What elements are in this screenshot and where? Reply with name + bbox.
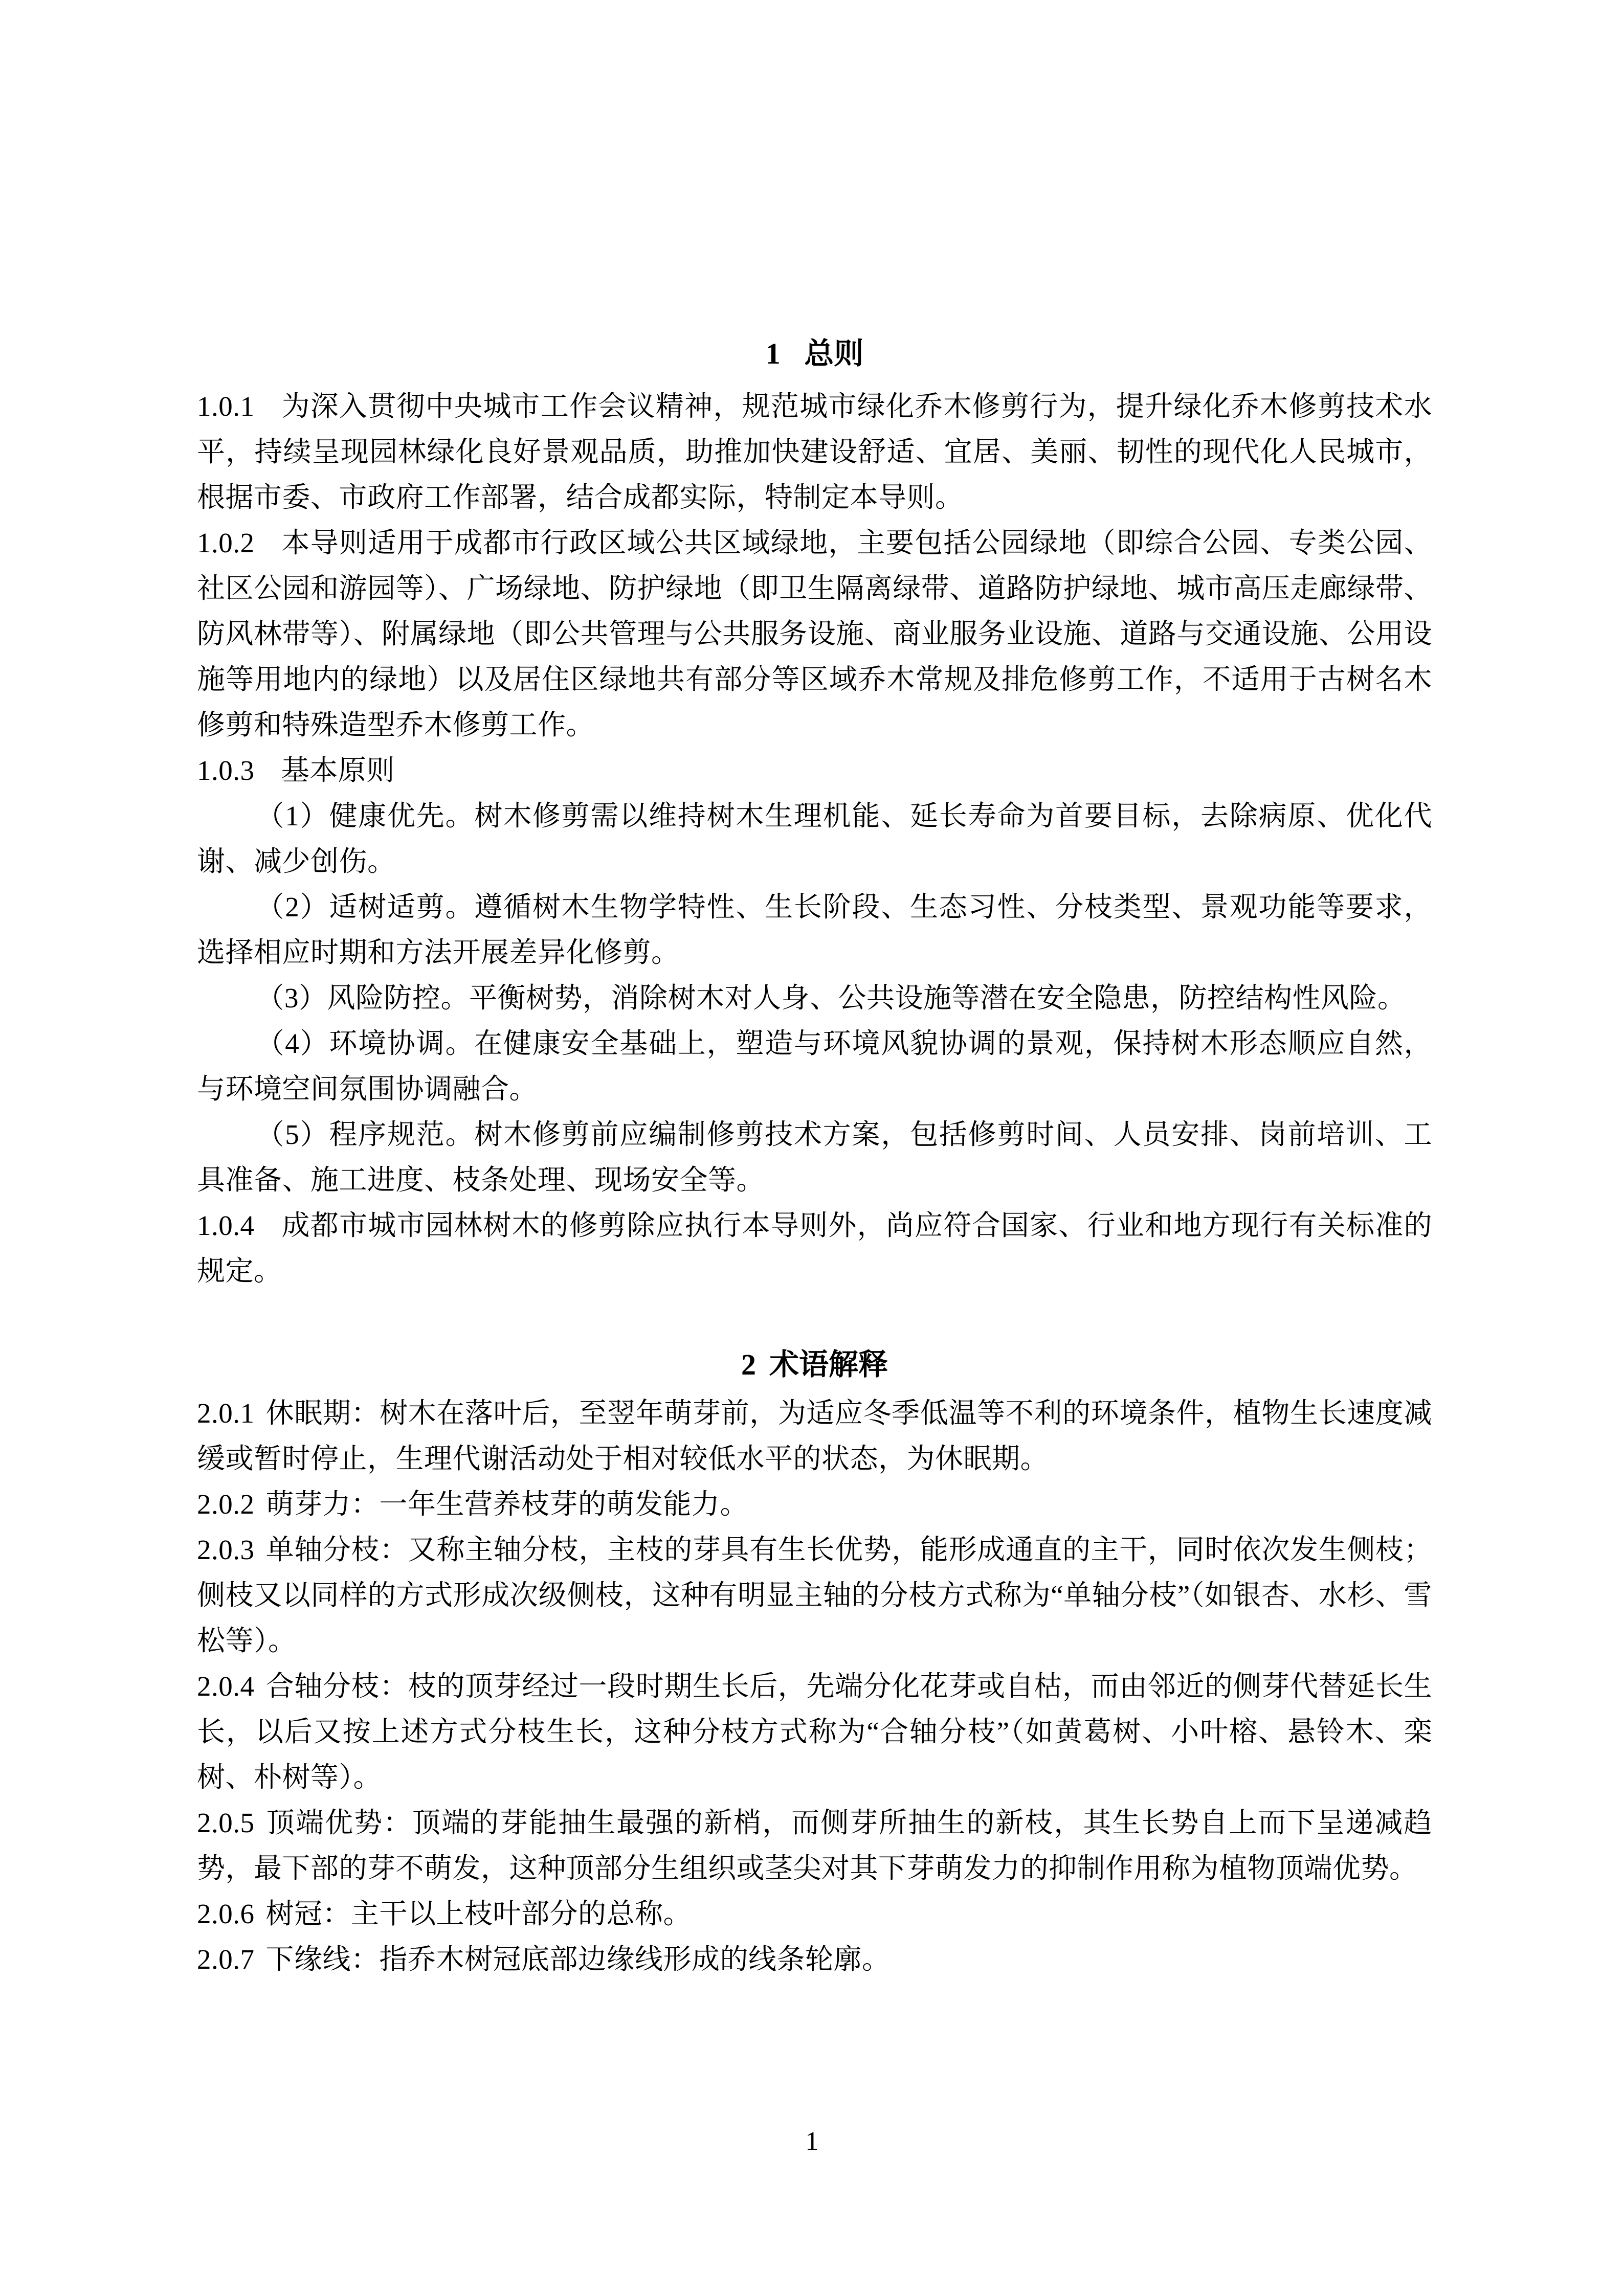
section-1-heading: [197, 328, 1432, 379]
clause-text: 本导则适用于成都市行政区域公共区域绿地，主要包括公园绿地（即综合公园、专类公园、社区公园和游园等）、广场绿地、防护绿地（即卫生隔离绿带、道路防护绿地、城市高压走廊绿带、防风林带等）、附属绿地（即公共管理与公共服务设施、商业服务业设施、道路与交通设施、公用设施等用地内的绿地）以及居住区绿地共有部分等区域乔木常规及排危修剪工作，不适用于古树名木修剪和特殊造型乔木修剪工作。: [197, 527, 1432, 740]
clause-text: 单轴分枝：又称主轴分枝，主枝的芽具有生长优势，能形成通直的主干，同时依次发生侧枝；侧枝又以同样的方式形成次级侧枝，这种有明显主轴的分枝方式称为“单轴分枝”（如银杏、水杉、雪松等）。: [197, 1534, 1432, 1656]
page-number: 1: [805, 2127, 819, 2156]
clause-text: 成都市城市园林树木的修剪除应执行本导则外，尚应符合国家、行业和地方现行有关标准的规定。: [197, 1210, 1432, 1287]
clause-number: 1.0.4: [197, 1210, 255, 1241]
clause-1-0-4: [197, 1203, 1432, 1294]
clause-text: （1）健康优先。树木修剪需以维持树木生理机能、延长寿命为首要目标，去除病原、优化代谢、减少创伤。: [197, 800, 1432, 877]
section-1-number: 1: [765, 337, 781, 370]
clause-text: 合轴分枝：枝的顶芽经过一段时期生长后，先端分化花芽或自枯，而由邻近的侧芽代替延长生长，以后又按上述方式分枝生长，这种分枝方式称为“合轴分枝”（如黄葛树、小叶榕、悬铃木、栾树、朴树等）。: [197, 1671, 1432, 1793]
clause-number: 2.0.7: [197, 1944, 255, 1975]
term-2-0-7: [197, 1937, 1432, 1982]
term-2-0-4: [197, 1663, 1432, 1800]
clause-text: 顶端优势：顶端的芽能抽生最强的新梢，而侧芽所抽生的新枝，其生长势自上而下呈递减趋势，最下部的芽不萌发，这种顶部分生组织或茎尖对其下芽萌发力的抑制作用称为植物顶端优势。: [197, 1807, 1432, 1884]
clause-text: （3）风险防控。平衡树势，消除树木对人身、公共设施等潜在安全隐患，防控结构性风险。: [256, 982, 1406, 1014]
clause-number: 1.0.2: [197, 527, 255, 558]
clause-text: （2）适树适剪。遵循树木生物学特性、生长阶段、生态习性、分枝类型、景观功能等要求，选择相应时期和方法开展差异化修剪。: [197, 891, 1432, 968]
section-1-title: 总则: [804, 337, 864, 370]
principle-item-4: [197, 1021, 1432, 1112]
term-2-0-2: [197, 1481, 1432, 1527]
clause-1-0-2: [197, 520, 1432, 748]
clause-text: 萌芽力：一年生营养枝芽的萌发能力。: [265, 1489, 749, 1520]
principle-item-3: [197, 975, 1432, 1021]
clause-number: 2.0.4: [197, 1671, 255, 1702]
clause-1-0-1: [197, 384, 1432, 520]
principle-item-5: [197, 1112, 1432, 1203]
clause-text: （5）程序规范。树木修剪前应编制修剪技术方案，包括修剪时间、人员安排、岗前培训、工具准备、施工进度、枝条处理、现场安全等。: [197, 1119, 1432, 1196]
term-2-0-6: [197, 1891, 1432, 1937]
clause-number: 1.0.1: [197, 391, 255, 422]
term-2-0-3: [197, 1527, 1432, 1663]
clause-number: 1.0.3: [197, 755, 255, 786]
clause-text: 基本原则: [281, 755, 395, 786]
clause-text: （4）环境协调。在健康安全基础上，塑造与环境风貌协调的景观，保持树木形态顺应自然，与环境空间氛围协调融合。: [197, 1028, 1432, 1105]
section-2-title: 术语解释: [769, 1348, 888, 1381]
clause-number: 2.0.3: [197, 1534, 255, 1565]
clause-text: 休眠期：树木在落叶后，至翌年萌芽前，为适应冬季低温等不利的环境条件，植物生长速度减缓或暂时停止，生理代谢活动处于相对较低水平的状态，为休眠期。: [197, 1398, 1432, 1474]
principle-item-2: [197, 884, 1432, 975]
clause-1-0-3: [197, 748, 1432, 793]
clause-number: 2.0.2: [197, 1489, 255, 1520]
section-2-number: 2: [741, 1348, 756, 1381]
clause-number: 2.0.5: [197, 1807, 255, 1838]
clause-text: 树冠：主干以上枝叶部分的总称。: [265, 1898, 692, 1929]
clause-number: 2.0.1: [197, 1398, 255, 1429]
section-2-heading: [197, 1339, 1432, 1390]
principle-item-1: [197, 793, 1432, 884]
document-body: [197, 328, 1432, 1982]
clause-text: 下缘线：指乔木树冠底部边缘线形成的线条轮廓。: [265, 1944, 891, 1975]
term-2-0-5: [197, 1800, 1432, 1891]
clause-number: 2.0.6: [197, 1898, 255, 1929]
clause-text: 为深入贯彻中央城市工作会议精神，规范城市绿化乔木修剪行为，提升绿化乔木修剪技术水平，持续呈现园林绿化良好景观品质，助推加快建设舒适、宜居、美丽、韧性的现代化人民城市，根据市委、市政府工作部署，结合成都实际，特制定本导则。: [197, 391, 1432, 513]
term-2-0-1: [197, 1390, 1432, 1481]
